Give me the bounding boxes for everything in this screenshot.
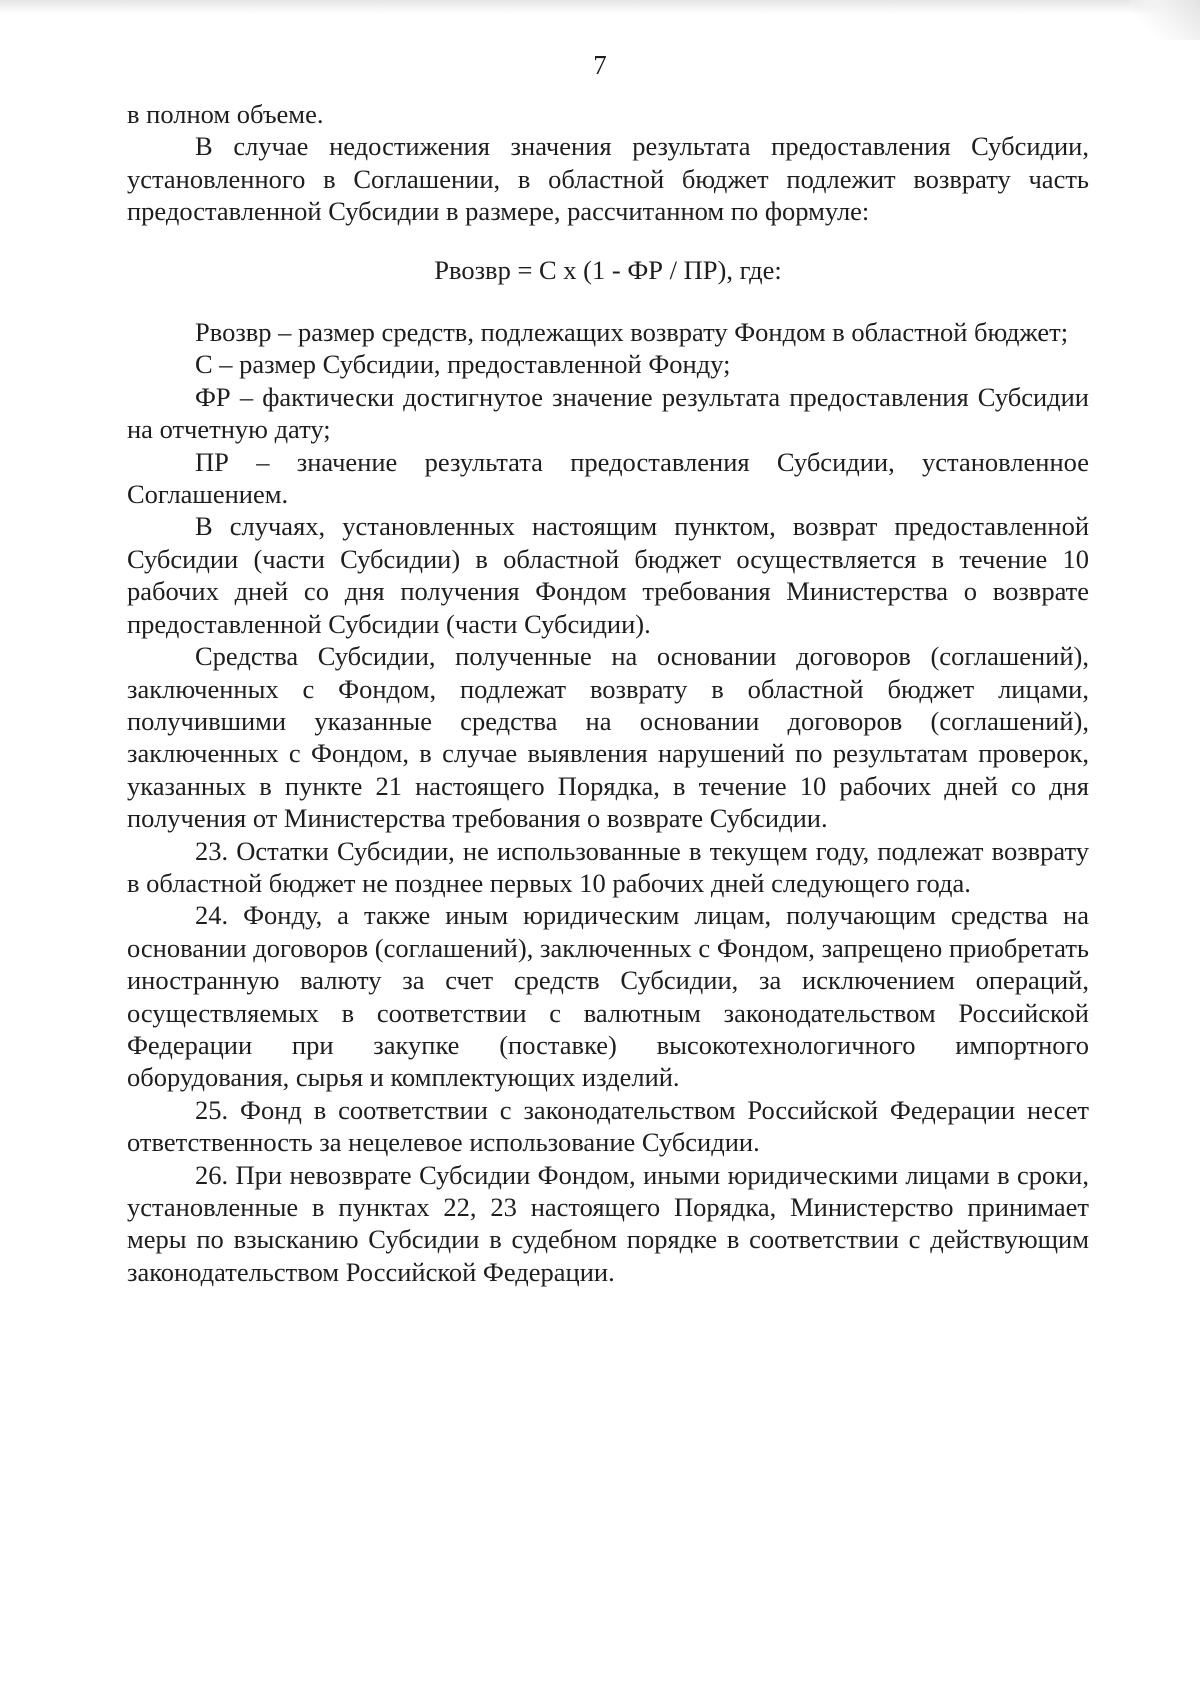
clause-24: 24. Фонду, а также иным юридическим лицам, получающим средства на основании договоров (соглашений), заключенных с Фондом, запрещено приобретать иностранную валюту за счет средств Субсидии, за исключением операций, осуществляемых в соответствии с валютным законодательством Российской Федерации при закупке (поставке) высокотехнологичного импортного оборудования, сырья и комплектующих изделий. xyxy=(127,900,1089,1093)
paragraph-return-term: В случаях, установленных настоящим пунктом, возврат предоставленной Субсидии (части Субсидии) в областной бюджет осуществляется в течение 10 рабочих дней со дня получения Фондом требования Министерства о возврате предоставленной Субсидии (части Субсидии). xyxy=(127,511,1089,639)
scan-corner-shadow xyxy=(1130,0,1200,40)
paragraph-continuation: в полном объеме. xyxy=(127,99,324,129)
document-body xyxy=(127,98,1089,1288)
definition-fr: ФР – фактически достигнутое значение результата предоставления Субсидии на отчетную дату; xyxy=(127,381,1089,445)
formula: Рвозвр = С х (1 - ФР / ПР), где: xyxy=(434,254,782,285)
scan-top-edge xyxy=(0,0,1200,14)
clause-23: 23. Остатки Субсидии, не использованные в текущем году, подлежат возврату в областной бюджет не позднее первых 10 рабочих дней следующего года. xyxy=(127,835,1089,898)
definition-rvozvr: Рвозвр – размер средств, подлежащих возврату Фондом в областной бюджет; xyxy=(195,317,1069,348)
clause-25: 25. Фонд в соответствии с законодательством Российской Федерации несет ответственность за нецелевое использование Субсидии. xyxy=(127,1094,1089,1158)
paragraph-funds-return: Средства Субсидии, полученные на основании договоров (соглашений), заключенных с Фондом, подлежат возврату в областной бюджет лицами, получившими указанные средства на основании договоров (соглашений), заключенных с Фондом, в случае выявления нарушений по результатам проверок, указанных в пункте 21 настоящего Порядка, в течение 10 рабочих дней со дня получения от Министерства требования о возврате Субсидии. xyxy=(127,641,1089,834)
clause-26: 26. При невозврате Субсидии Фондом, иными юридическими лицами в сроки, установленные в пунктах 22, 23 настоящего Порядка, Министерство принимает меры по взысканию Субсидии в судебном порядке в соответствии с действующим законодательством Российской Федерации. xyxy=(127,1159,1089,1287)
definition-s: С – размер Субсидии, предоставленной Фонду; xyxy=(195,349,731,380)
paragraph-return-rule: В случае недостижения значения результата предоставления Субсидии, установленного в Соглашении, в областной бюджет подлежит возврату часть предоставленной Субсидии в размере, рассчитанном по формуле: xyxy=(127,131,1089,227)
page-number: 7 xyxy=(593,50,607,80)
definition-pr: ПР – значение результата предоставления Субсидии, установленное Соглашением. xyxy=(127,446,1089,510)
